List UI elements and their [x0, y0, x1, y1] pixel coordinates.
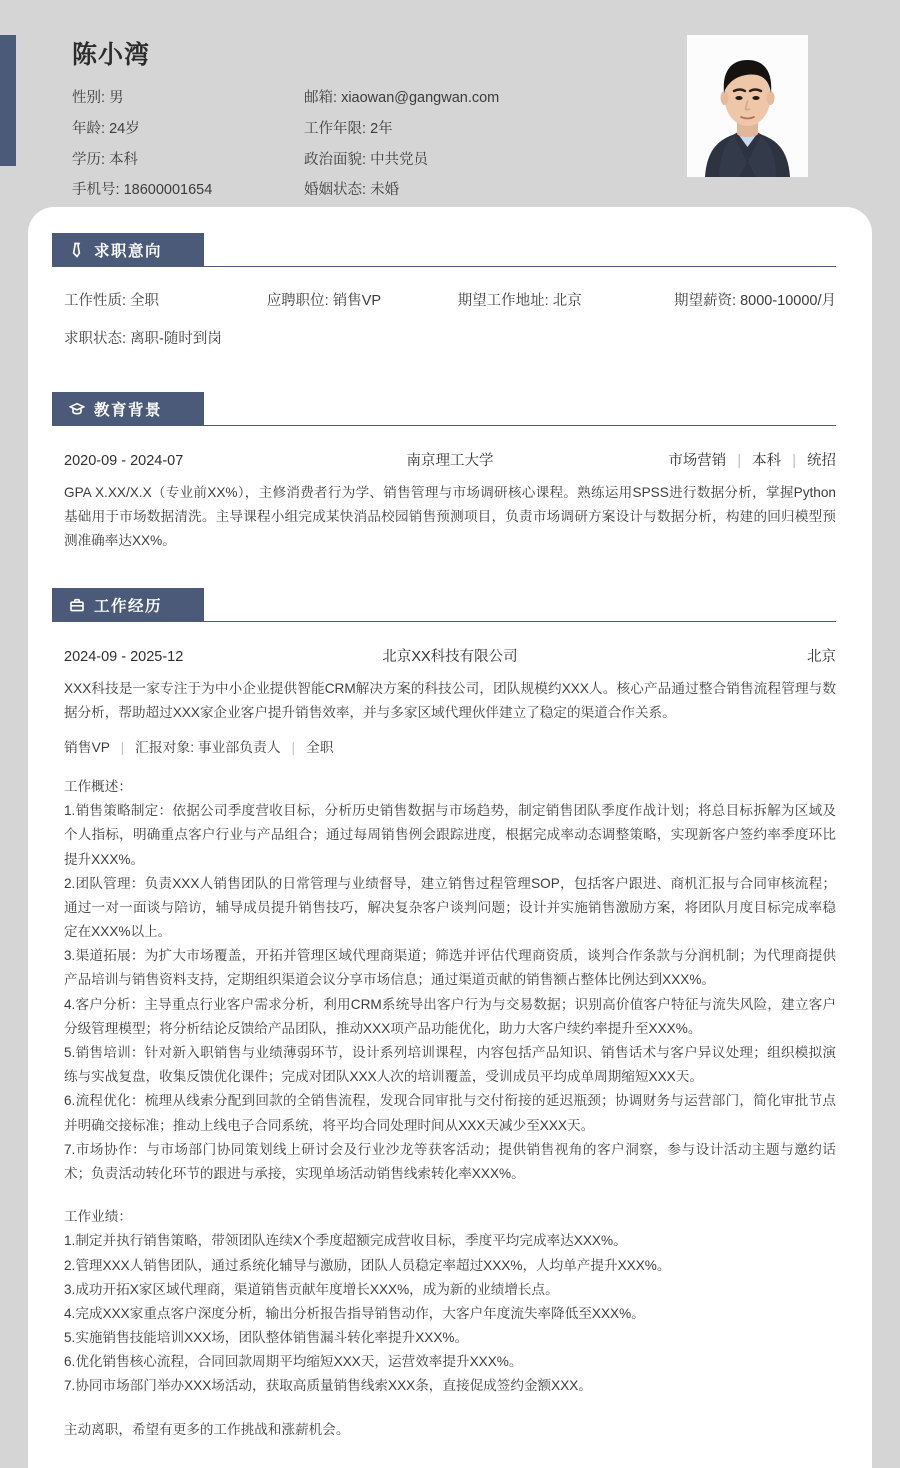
work-entry-row	[64, 622, 836, 666]
job-intent-position-label: 应聘职位:	[266, 293, 329, 309]
work-overview-item: 4.客户分析：主导重点行业客户需求分析，利用CRM系统导出客户行为与交易数据；识别高价值客户特征与流失风险，建立客户分级管理模型；将分析结论反馈给产品团队，推动XXX项产品功能优化，助力大客户续约率提升至XXX%。	[64, 996, 836, 1036]
section-education-tab	[52, 392, 204, 426]
info-age-value: 24岁	[109, 120, 140, 137]
work-result-item: 7.协同市场部门举办XXX场活动，获取高质量销售线索XXX条，直接促成签约金额XXX。	[64, 1378, 592, 1394]
job-intent-row-primary	[64, 267, 836, 310]
work-overview-item: 5.销售培训：针对新入职销售与业绩薄弱环节，设计系列培训课程，内容包括产品知识、销售话术与客户异议处理；组织模拟演练与实战复盘，收集反馈优化课件；完成对团队XXX人次的培训覆盖，受训成员平均成单周期缩短XXX天。	[64, 1045, 836, 1085]
work-result-item: 5.实施销售技能培训XXX场，团队整体销售漏斗转化率提升XXX%。	[64, 1330, 469, 1346]
section-work-rule	[204, 621, 836, 622]
education-degree: 本科	[752, 453, 782, 469]
info-degree-label: 学历:	[72, 151, 106, 168]
section-job-intent-body	[28, 267, 872, 370]
job-intent-type-value: 全职	[130, 293, 160, 309]
education-entry-row	[64, 426, 836, 470]
section-work-tab	[52, 588, 204, 622]
info-degree-value: 本科	[109, 151, 139, 168]
info-experience-years-label: 工作年限:	[304, 120, 367, 137]
work-overview-item: 2.团队管理：负责XXX人销售团队的日常管理与业绩督导，建立销售过程管理SOP，包括客户跟进、商机汇报与合同审核流程；通过一对一面谈与陪访，辅导成员提升销售技巧，解决复杂客户谈判问题；设计并实施销售激励方案，将团队月度目标完成率稳定在XXX%以上。	[64, 875, 836, 940]
info-marital-status-label: 婚姻状态:	[304, 182, 367, 199]
work-result-item: 6.优化销售核心流程，合同回款周期平均缩短XXX天，运营效率提升XXX%。	[64, 1354, 523, 1370]
work-overview-item: 1.销售策略制定：依据公司季度营收目标，分析历史销售数据与市场趋势，制定销售团队季度作战计划；将总目标拆解为区域及个人指标，明确重点客户行业与产品组合；通过每周销售例会跟踪进度，根据完成率动态调整策略，实现新客户签约率季度环比提升XXX%。	[64, 803, 836, 867]
info-degree	[72, 150, 304, 172]
info-age	[72, 119, 304, 141]
work-company-description: XXX科技是一家专注于为中小企业提供智能CRM解决方案的科技公司，团队规模约XXX人。核心产品通过整合销售流程管理与数据分析，帮助超过XXX家企业客户提升销售效率，并与多家区域代理伙伴建立了稳定的渠道合作关系。	[64, 680, 836, 720]
work-overview-item: 6.流程优化：梳理从线索分配到回款的全销售流程，发现合同审批与交付衔接的延迟瓶颈；协调财务与运营部门，简化审批节点并明确交接标准；推动上线电子合同系统，将平均合同处理时间从XXX天减少至XXX天。	[64, 1093, 836, 1133]
work-job-title: 销售VP	[64, 739, 110, 755]
job-intent-location-label: 期望工作地址:	[457, 293, 549, 309]
section-job-intent-header	[52, 233, 848, 267]
section-work-body	[28, 622, 872, 1468]
section-education-header	[52, 392, 848, 426]
work-meta-separator-1: |	[120, 739, 125, 755]
education-school: 南京理工大学	[406, 453, 494, 469]
education-date: 2020-09 - 2024-07	[64, 453, 184, 469]
section-work-header	[52, 588, 848, 622]
header-accent-bar	[0, 35, 16, 166]
briefcase-icon	[69, 597, 85, 613]
education-tags	[536, 449, 836, 470]
work-company: 北京XX科技有限公司	[382, 648, 518, 665]
section-gap-2	[28, 566, 872, 588]
resume-header	[0, 0, 900, 207]
work-result-item: 1.制定并执行销售策略，带领团队连续X个季度超额完成营收目标，季度平均完成率达XXX%。	[64, 1233, 627, 1249]
info-political-status-label: 政治面貌:	[304, 151, 367, 168]
section-job-intent-title: 求职意向	[94, 243, 163, 260]
info-marital-status-value: 未婚	[370, 182, 400, 199]
education-bottom-spacer	[64, 554, 836, 566]
job-intent-type-label: 工作性质:	[64, 293, 127, 309]
work-meta	[64, 725, 836, 756]
section-education-body	[28, 426, 872, 566]
work-result-item: 4.完成XXX家重点客户深度分析，输出分析报告指导销售动作，大客户年度流失率降低至XXX%。	[64, 1305, 645, 1321]
job-intent-location	[458, 289, 674, 310]
education-admission-type: 统招	[807, 453, 836, 469]
info-phone-label: 手机号:	[72, 182, 120, 199]
info-phone-value: 18600001654	[123, 182, 213, 199]
info-political-status-value: 中共党员	[370, 151, 429, 168]
info-gender-label: 性别:	[72, 90, 106, 106]
avatar	[687, 35, 808, 177]
education-description: GPA X.XX/X.X（专业前XX%），主修消费者行为学、销售管理与市场调研核心课程。熟练运用SPSS进行数据分析，掌握Python基础用于市场数据清洗。主导课程小组完成某快消品校园销售预测项目，负责市场调研方案设计与数据分析，构建的回归模型预测准确率达XX%。	[64, 485, 836, 549]
section-work-experience	[28, 588, 872, 1468]
section-education-title: 教育背景	[94, 402, 163, 419]
card-top-spacer	[28, 207, 872, 233]
work-overview-item: 7.市场协作：与市场部门协同策划线上研讨会及行业沙龙等获客活动；提供销售视角的客户洞察，参与设计活动主题与邀约话术；负责活动转化环节的跟进与承接，实现单场活动销售线索转化率XXX%。	[64, 1141, 836, 1181]
education-tag-separator-2: |	[792, 453, 796, 469]
tie-icon	[69, 242, 85, 258]
work-meta-separator-2: |	[291, 739, 296, 755]
section-job-intent-tab	[52, 233, 204, 267]
job-intent-position-value: 销售VP	[332, 293, 382, 309]
job-intent-location-value: 北京	[552, 293, 582, 309]
info-phone	[72, 180, 304, 202]
info-email-value: xiaowan@gangwan.com	[341, 90, 500, 106]
work-closing-note: 主动离职，希望有更多的工作挑战和涨薪机会。	[64, 1421, 350, 1437]
job-intent-status	[64, 310, 836, 370]
job-intent-status-value: 离职-随时到岗	[130, 331, 222, 347]
info-age-label: 年龄:	[72, 120, 106, 137]
section-job-intent	[28, 233, 872, 370]
section-gap-1	[28, 370, 872, 392]
work-employment-type: 全职	[305, 739, 334, 755]
job-intent-salary	[674, 289, 836, 310]
work-report-to: 汇报对象: 事业部负责人	[135, 739, 281, 755]
info-gender	[72, 88, 304, 110]
work-results-title: 工作业绩：	[64, 1209, 132, 1225]
work-overview-item: 3.渠道拓展：为扩大市场覆盖，开拓并管理区域代理商渠道；筛选并评估代理商资质，谈判合作条款与分润机制；为代理商提供产品培训与销售资料支持，定期组织渠道会议分享市场信息；通过渠道贡献的销售额占整体比例达到XXX%。	[64, 948, 836, 988]
work-result-item: 2.管理XXX人销售团队，通过系统化辅导与激励，团队人员稳定率超过XXX%，人均单产提升XXX%。	[64, 1257, 671, 1273]
info-experience-years-value: 2年	[370, 120, 393, 137]
graduation-cap-icon	[69, 401, 85, 417]
job-intent-salary-label: 期望薪资:	[674, 293, 737, 309]
education-major: 市场营销	[668, 453, 727, 469]
job-intent-position	[267, 289, 458, 310]
candidate-name: 陈小湾	[72, 41, 151, 69]
education-tag-separator-1: |	[737, 453, 742, 469]
work-overview-title: 工作概述：	[64, 778, 132, 794]
work-date: 2024-09 - 2025-12	[64, 648, 184, 665]
section-work-title: 工作经历	[94, 597, 163, 615]
job-intent-type	[64, 289, 267, 310]
job-intent-salary-value: 8000-10000/月	[740, 293, 836, 309]
work-result-item: 3.成功开拓X家区域代理商，渠道销售贡献年度增长XXX%，成为新的业绩增长点。	[64, 1281, 559, 1297]
info-marital-status	[304, 180, 808, 202]
section-job-intent-rule	[204, 266, 836, 267]
work-location: 北京	[807, 648, 836, 665]
info-email-label: 邮箱:	[304, 90, 338, 106]
info-gender-value: 男	[109, 90, 124, 106]
job-intent-status-label: 求职状态:	[64, 331, 127, 347]
resume-card	[28, 207, 872, 1468]
section-education-rule	[204, 425, 836, 426]
section-education	[28, 392, 872, 566]
